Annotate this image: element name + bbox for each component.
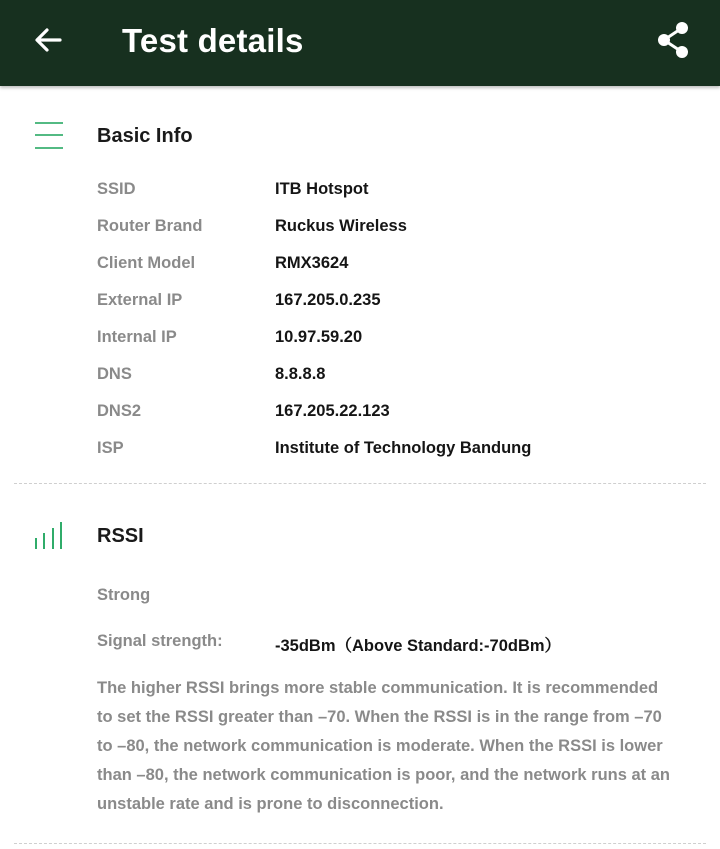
info-value: 167.205.0.235	[275, 291, 381, 309]
rssi-title: RSSI	[97, 525, 144, 547]
info-value: 8.8.8.8	[275, 365, 326, 383]
info-key: DNS2	[97, 402, 142, 420]
info-key: External IP	[97, 291, 183, 309]
info-value: 167.205.22.123	[275, 402, 390, 420]
info-value: RMX3624	[275, 254, 349, 272]
info-key: ISP	[97, 439, 124, 457]
basic-info-title: Basic Info	[97, 125, 193, 147]
info-key: Internal IP	[97, 328, 177, 346]
arrow-left-icon	[32, 24, 64, 56]
info-value: ITB Hotspot	[275, 180, 369, 198]
menu-lines-icon	[34, 120, 64, 152]
info-key: SSID	[97, 180, 136, 198]
rssi-description: The higher RSSI brings more stable communication. It is recommended to set the RSSI greater than –70. When the RSSI is in the range from –70 to –80, the network communication is moderate. When the RSSI is lower than –80, the network communication is poor, and the network runs at an unstable rate and is prone to disconnection.	[97, 679, 671, 813]
section-divider	[14, 843, 706, 844]
share-button[interactable]	[654, 20, 692, 60]
info-value: 10.97.59.20	[275, 328, 363, 346]
section-divider	[14, 483, 706, 484]
signal-strength-key: Signal strength:	[97, 632, 223, 650]
share-icon	[655, 20, 691, 60]
page-title: Test details	[122, 22, 304, 59]
app-bar	[0, 0, 720, 86]
info-key: DNS	[97, 365, 132, 383]
signal-strength-value: -35dBm（Above Standard:-70dBm）	[275, 637, 562, 655]
back-button[interactable]	[30, 22, 66, 58]
info-value: Institute of Technology Bandung	[275, 439, 532, 457]
info-key: Router Brand	[97, 217, 203, 235]
signal-bars-icon	[34, 521, 64, 551]
info-value: Ruckus Wireless	[275, 217, 407, 235]
signal-quality-label: Strong	[97, 586, 151, 604]
info-key: Client Model	[97, 254, 196, 272]
